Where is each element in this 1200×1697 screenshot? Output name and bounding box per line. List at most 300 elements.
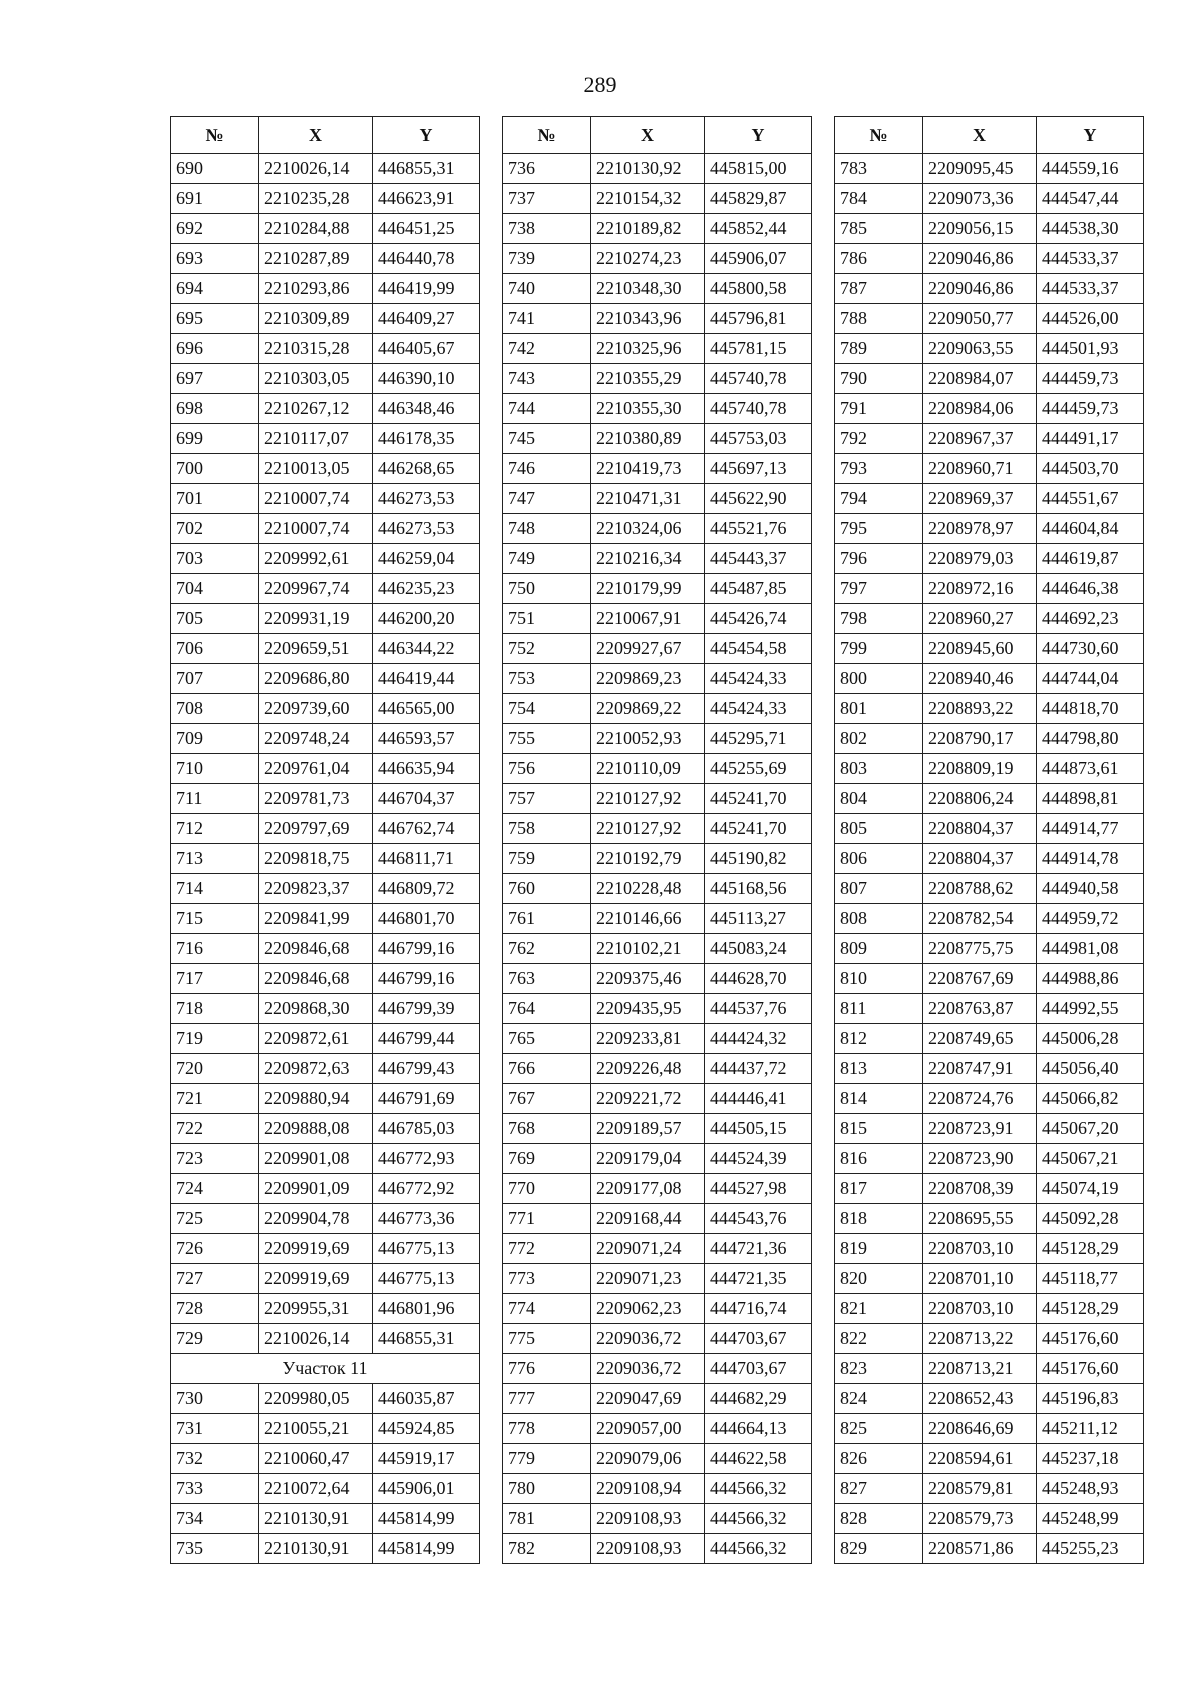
point-number: 824 — [835, 1384, 923, 1414]
y-coordinate: 446772,92 — [373, 1174, 480, 1204]
y-coordinate: 445255,69 — [705, 754, 812, 784]
table-row — [835, 1024, 1144, 1054]
point-number: 742 — [503, 334, 591, 364]
point-number: 722 — [171, 1114, 259, 1144]
y-coordinate: 446344,22 — [373, 634, 480, 664]
y-coordinate: 446762,74 — [373, 814, 480, 844]
y-coordinate: 445067,21 — [1037, 1144, 1144, 1174]
x-coordinate: 2209108,93 — [591, 1504, 705, 1534]
y-coordinate: 445128,29 — [1037, 1294, 1144, 1324]
table-row — [171, 454, 480, 484]
point-number: 704 — [171, 574, 259, 604]
x-coordinate: 2208723,91 — [923, 1114, 1037, 1144]
x-coordinate: 2209781,73 — [259, 784, 373, 814]
point-number: 791 — [835, 394, 923, 424]
table-row — [171, 874, 480, 904]
x-coordinate: 2210013,05 — [259, 454, 373, 484]
x-coordinate: 2210055,21 — [259, 1414, 373, 1444]
x-coordinate: 2208571,86 — [923, 1534, 1037, 1564]
section-label: Участок 11 — [171, 1354, 480, 1384]
table-row — [171, 784, 480, 814]
y-coordinate: 444703,67 — [705, 1324, 812, 1354]
x-coordinate: 2210235,28 — [259, 184, 373, 214]
point-number: 803 — [835, 754, 923, 784]
point-number: 805 — [835, 814, 923, 844]
point-number: 808 — [835, 904, 923, 934]
x-coordinate: 2209686,80 — [259, 664, 373, 694]
table-row — [835, 154, 1144, 184]
x-coordinate: 2209221,72 — [591, 1084, 705, 1114]
table-row — [171, 334, 480, 364]
point-number: 747 — [503, 484, 591, 514]
table-row — [171, 364, 480, 394]
y-coordinate: 445128,29 — [1037, 1234, 1144, 1264]
table-row — [503, 814, 812, 844]
table-row — [503, 424, 812, 454]
point-number: 775 — [503, 1324, 591, 1354]
table-row — [503, 964, 812, 994]
table-row — [503, 1534, 812, 1564]
x-coordinate: 2208767,69 — [923, 964, 1037, 994]
table-row — [503, 844, 812, 874]
x-coordinate: 2209047,69 — [591, 1384, 705, 1414]
point-number: 752 — [503, 634, 591, 664]
point-number: 786 — [835, 244, 923, 274]
y-coordinate: 444898,81 — [1037, 784, 1144, 814]
table-row — [503, 754, 812, 784]
y-coordinate: 445006,28 — [1037, 1024, 1144, 1054]
x-coordinate: 2209823,37 — [259, 874, 373, 904]
table-row — [503, 394, 812, 424]
x-coordinate: 2210267,12 — [259, 394, 373, 424]
y-coordinate: 445255,23 — [1037, 1534, 1144, 1564]
table-row — [835, 364, 1144, 394]
x-coordinate: 2209919,69 — [259, 1234, 373, 1264]
point-number: 764 — [503, 994, 591, 1024]
x-coordinate: 2209748,24 — [259, 724, 373, 754]
table-row — [171, 544, 480, 574]
point-number: 768 — [503, 1114, 591, 1144]
y-coordinate: 445190,82 — [705, 844, 812, 874]
table-row — [835, 1054, 1144, 1084]
point-number: 712 — [171, 814, 259, 844]
x-coordinate: 2208960,27 — [923, 604, 1037, 634]
y-coordinate: 446409,27 — [373, 304, 480, 334]
point-number: 781 — [503, 1504, 591, 1534]
x-coordinate: 2209063,55 — [923, 334, 1037, 364]
header-number: № — [835, 117, 923, 154]
header-y: Y — [373, 117, 480, 154]
y-coordinate: 444664,13 — [705, 1414, 812, 1444]
y-coordinate: 444503,70 — [1037, 454, 1144, 484]
x-coordinate: 2208695,55 — [923, 1204, 1037, 1234]
x-coordinate: 2209108,93 — [591, 1534, 705, 1564]
x-coordinate: 2210216,34 — [591, 544, 705, 574]
x-coordinate: 2209095,45 — [923, 154, 1037, 184]
table-row — [503, 454, 812, 484]
table-row — [171, 244, 480, 274]
point-number: 763 — [503, 964, 591, 994]
point-number: 706 — [171, 634, 259, 664]
table-row — [503, 1444, 812, 1474]
point-number: 773 — [503, 1264, 591, 1294]
point-number: 713 — [171, 844, 259, 874]
x-coordinate: 2208972,16 — [923, 574, 1037, 604]
y-coordinate: 445829,87 — [705, 184, 812, 214]
x-coordinate: 2208594,61 — [923, 1444, 1037, 1474]
point-number: 819 — [835, 1234, 923, 1264]
point-number: 692 — [171, 214, 259, 244]
y-coordinate: 444730,60 — [1037, 634, 1144, 664]
point-number: 772 — [503, 1234, 591, 1264]
table-row — [503, 154, 812, 184]
y-coordinate: 445196,83 — [1037, 1384, 1144, 1414]
y-coordinate: 446799,44 — [373, 1024, 480, 1054]
y-coordinate: 444988,86 — [1037, 964, 1144, 994]
y-coordinate: 444543,76 — [705, 1204, 812, 1234]
table-row — [503, 484, 812, 514]
x-coordinate: 2210007,74 — [259, 484, 373, 514]
y-coordinate: 444604,84 — [1037, 514, 1144, 544]
y-coordinate: 444744,04 — [1037, 664, 1144, 694]
x-coordinate: 2209797,69 — [259, 814, 373, 844]
header-row — [171, 117, 480, 154]
table-row — [503, 934, 812, 964]
table-row — [835, 1504, 1144, 1534]
point-number: 739 — [503, 244, 591, 274]
point-number: 787 — [835, 274, 923, 304]
table-row — [503, 1414, 812, 1444]
table-row — [503, 244, 812, 274]
table-row — [835, 1354, 1144, 1384]
table-row — [503, 1144, 812, 1174]
table-row — [835, 964, 1144, 994]
x-coordinate: 2209073,36 — [923, 184, 1037, 214]
x-coordinate: 2210007,74 — [259, 514, 373, 544]
y-coordinate: 445295,71 — [705, 724, 812, 754]
table-row — [171, 1024, 480, 1054]
point-number: 783 — [835, 154, 923, 184]
y-coordinate: 444533,37 — [1037, 244, 1144, 274]
y-coordinate: 444703,67 — [705, 1354, 812, 1384]
point-number: 703 — [171, 544, 259, 574]
point-number: 818 — [835, 1204, 923, 1234]
y-coordinate: 445924,85 — [373, 1414, 480, 1444]
point-number: 758 — [503, 814, 591, 844]
point-number: 770 — [503, 1174, 591, 1204]
x-coordinate: 2208806,24 — [923, 784, 1037, 814]
x-coordinate: 2210355,29 — [591, 364, 705, 394]
x-coordinate: 2208984,06 — [923, 394, 1037, 424]
x-coordinate: 2210072,64 — [259, 1474, 373, 1504]
coordinates-table-2 — [502, 116, 812, 1564]
table-row — [835, 1414, 1144, 1444]
x-coordinate: 2210419,73 — [591, 454, 705, 484]
point-number: 804 — [835, 784, 923, 814]
y-coordinate: 446565,00 — [373, 694, 480, 724]
y-coordinate: 446791,69 — [373, 1084, 480, 1114]
y-coordinate: 445118,77 — [1037, 1264, 1144, 1294]
y-coordinate: 444491,17 — [1037, 424, 1144, 454]
y-coordinate: 444682,29 — [705, 1384, 812, 1414]
x-coordinate: 2209927,67 — [591, 634, 705, 664]
x-coordinate: 2210127,92 — [591, 814, 705, 844]
point-number: 733 — [171, 1474, 259, 1504]
table-row — [835, 484, 1144, 514]
header-number: № — [503, 117, 591, 154]
y-coordinate: 446811,71 — [373, 844, 480, 874]
point-number: 798 — [835, 604, 923, 634]
x-coordinate: 2209761,04 — [259, 754, 373, 784]
y-coordinate: 444873,61 — [1037, 754, 1144, 784]
table-row — [835, 574, 1144, 604]
x-coordinate: 2209233,81 — [591, 1024, 705, 1054]
x-coordinate: 2210026,14 — [259, 154, 373, 184]
table-row — [171, 1294, 480, 1324]
point-number: 696 — [171, 334, 259, 364]
y-coordinate: 445168,56 — [705, 874, 812, 904]
point-number: 815 — [835, 1114, 923, 1144]
x-coordinate: 2209868,30 — [259, 994, 373, 1024]
table-row — [835, 1384, 1144, 1414]
x-coordinate: 2210284,88 — [259, 214, 373, 244]
table-row — [171, 694, 480, 724]
y-coordinate: 445454,58 — [705, 634, 812, 664]
y-coordinate: 445083,24 — [705, 934, 812, 964]
point-number: 701 — [171, 484, 259, 514]
x-coordinate: 2208713,21 — [923, 1354, 1037, 1384]
point-number: 794 — [835, 484, 923, 514]
x-coordinate: 2210287,89 — [259, 244, 373, 274]
table-row — [835, 934, 1144, 964]
point-number: 792 — [835, 424, 923, 454]
x-coordinate: 2209036,72 — [591, 1354, 705, 1384]
table-row — [171, 394, 480, 424]
table-row — [171, 1384, 480, 1414]
x-coordinate: 2209046,86 — [923, 274, 1037, 304]
table-row — [171, 424, 480, 454]
x-coordinate: 2208979,03 — [923, 544, 1037, 574]
y-coordinate: 444628,70 — [705, 964, 812, 994]
point-number: 728 — [171, 1294, 259, 1324]
x-coordinate: 2209108,94 — [591, 1474, 705, 1504]
point-number: 702 — [171, 514, 259, 544]
y-coordinate: 445176,60 — [1037, 1354, 1144, 1384]
point-number: 754 — [503, 694, 591, 724]
table-row — [835, 1234, 1144, 1264]
y-coordinate: 444692,23 — [1037, 604, 1144, 634]
point-number: 705 — [171, 604, 259, 634]
x-coordinate: 2210315,28 — [259, 334, 373, 364]
y-coordinate: 444437,72 — [705, 1054, 812, 1084]
y-coordinate: 444716,74 — [705, 1294, 812, 1324]
x-coordinate: 2210192,79 — [591, 844, 705, 874]
table-row — [835, 1084, 1144, 1114]
x-coordinate: 2210110,09 — [591, 754, 705, 784]
header-x: X — [591, 117, 705, 154]
point-number: 755 — [503, 724, 591, 754]
point-number: 723 — [171, 1144, 259, 1174]
table-row — [503, 784, 812, 814]
point-number: 718 — [171, 994, 259, 1024]
point-number: 777 — [503, 1384, 591, 1414]
x-coordinate: 2209177,08 — [591, 1174, 705, 1204]
point-number: 738 — [503, 214, 591, 244]
table-row — [171, 1444, 480, 1474]
table-row — [835, 754, 1144, 784]
point-number: 714 — [171, 874, 259, 904]
table-row — [835, 1264, 1144, 1294]
table-row — [835, 454, 1144, 484]
x-coordinate: 2209079,06 — [591, 1444, 705, 1474]
x-coordinate: 2209036,72 — [591, 1324, 705, 1354]
y-coordinate: 445919,17 — [373, 1444, 480, 1474]
y-coordinate: 444566,32 — [705, 1534, 812, 1564]
x-coordinate: 2209056,15 — [923, 214, 1037, 244]
x-coordinate: 2210228,48 — [591, 874, 705, 904]
x-coordinate: 2208747,91 — [923, 1054, 1037, 1084]
point-number: 784 — [835, 184, 923, 214]
table-row — [503, 274, 812, 304]
y-coordinate: 446273,53 — [373, 484, 480, 514]
x-coordinate: 2208967,37 — [923, 424, 1037, 454]
table-row — [835, 664, 1144, 694]
table-row — [171, 664, 480, 694]
point-number: 699 — [171, 424, 259, 454]
point-number: 767 — [503, 1084, 591, 1114]
y-coordinate: 445237,18 — [1037, 1444, 1144, 1474]
y-coordinate: 444566,32 — [705, 1474, 812, 1504]
table-row — [171, 1264, 480, 1294]
x-coordinate: 2210127,92 — [591, 784, 705, 814]
table-row — [503, 544, 812, 574]
point-number: 771 — [503, 1204, 591, 1234]
point-number: 800 — [835, 664, 923, 694]
x-coordinate: 2209179,04 — [591, 1144, 705, 1174]
table-row — [171, 1204, 480, 1234]
point-number: 694 — [171, 274, 259, 304]
x-coordinate: 2209435,95 — [591, 994, 705, 1024]
y-coordinate: 445487,85 — [705, 574, 812, 604]
point-number: 748 — [503, 514, 591, 544]
point-number: 825 — [835, 1414, 923, 1444]
table-row — [835, 304, 1144, 334]
table-row — [835, 694, 1144, 724]
x-coordinate: 2210130,91 — [259, 1534, 373, 1564]
table-row — [503, 1354, 812, 1384]
table-row — [171, 1144, 480, 1174]
table-row — [835, 724, 1144, 754]
point-number: 720 — [171, 1054, 259, 1084]
point-number: 795 — [835, 514, 923, 544]
table-row — [503, 994, 812, 1024]
table-row — [171, 1324, 480, 1354]
header-row — [503, 117, 812, 154]
x-coordinate: 2209071,23 — [591, 1264, 705, 1294]
y-coordinate: 446801,96 — [373, 1294, 480, 1324]
table-row — [171, 1474, 480, 1504]
point-number: 812 — [835, 1024, 923, 1054]
point-number: 715 — [171, 904, 259, 934]
y-coordinate: 444501,93 — [1037, 334, 1144, 364]
x-coordinate: 2209919,69 — [259, 1264, 373, 1294]
x-coordinate: 2209872,61 — [259, 1024, 373, 1054]
y-coordinate: 446775,13 — [373, 1234, 480, 1264]
x-coordinate: 2210309,89 — [259, 304, 373, 334]
table-row — [171, 1234, 480, 1264]
point-number: 802 — [835, 724, 923, 754]
point-number: 741 — [503, 304, 591, 334]
y-coordinate: 444559,16 — [1037, 154, 1144, 184]
point-number: 737 — [503, 184, 591, 214]
table-row — [171, 514, 480, 544]
point-number: 727 — [171, 1264, 259, 1294]
y-coordinate: 445814,99 — [373, 1534, 480, 1564]
x-coordinate: 2209818,75 — [259, 844, 373, 874]
y-coordinate: 445176,60 — [1037, 1324, 1144, 1354]
y-coordinate: 445067,20 — [1037, 1114, 1144, 1144]
point-number: 693 — [171, 244, 259, 274]
x-coordinate: 2209880,94 — [259, 1084, 373, 1114]
table-row — [835, 1444, 1144, 1474]
table-row — [503, 874, 812, 904]
y-coordinate: 445241,70 — [705, 814, 812, 844]
y-coordinate: 445241,70 — [705, 784, 812, 814]
point-number: 814 — [835, 1084, 923, 1114]
header-number: № — [171, 117, 259, 154]
x-coordinate: 2208969,37 — [923, 484, 1037, 514]
x-coordinate: 2208723,90 — [923, 1144, 1037, 1174]
x-coordinate: 2210026,14 — [259, 1324, 373, 1354]
x-coordinate: 2209841,99 — [259, 904, 373, 934]
y-coordinate: 444526,00 — [1037, 304, 1144, 334]
table-row — [835, 394, 1144, 424]
y-coordinate: 446855,31 — [373, 1324, 480, 1354]
y-coordinate: 446801,70 — [373, 904, 480, 934]
y-coordinate: 444959,72 — [1037, 904, 1144, 934]
y-coordinate: 444646,38 — [1037, 574, 1144, 604]
table-row — [503, 1114, 812, 1144]
point-number: 813 — [835, 1054, 923, 1084]
point-number: 749 — [503, 544, 591, 574]
point-number: 750 — [503, 574, 591, 604]
point-number: 746 — [503, 454, 591, 484]
x-coordinate: 2209739,60 — [259, 694, 373, 724]
point-number: 827 — [835, 1474, 923, 1504]
x-coordinate: 2208893,22 — [923, 694, 1037, 724]
y-coordinate: 444914,77 — [1037, 814, 1144, 844]
y-coordinate: 444459,73 — [1037, 394, 1144, 424]
table-row — [835, 1324, 1144, 1354]
point-number: 698 — [171, 394, 259, 424]
point-number: 779 — [503, 1444, 591, 1474]
y-coordinate: 445426,74 — [705, 604, 812, 634]
point-number: 709 — [171, 724, 259, 754]
y-coordinate: 445056,40 — [1037, 1054, 1144, 1084]
y-coordinate: 445740,78 — [705, 394, 812, 424]
table-row — [171, 484, 480, 514]
table-row — [835, 244, 1144, 274]
table-row — [171, 994, 480, 1024]
table-row — [503, 304, 812, 334]
y-coordinate: 445074,19 — [1037, 1174, 1144, 1204]
y-coordinate: 446775,13 — [373, 1264, 480, 1294]
table-row — [503, 1204, 812, 1234]
point-number: 782 — [503, 1534, 591, 1564]
y-coordinate: 446273,53 — [373, 514, 480, 544]
x-coordinate: 2208724,76 — [923, 1084, 1037, 1114]
y-coordinate: 445521,76 — [705, 514, 812, 544]
